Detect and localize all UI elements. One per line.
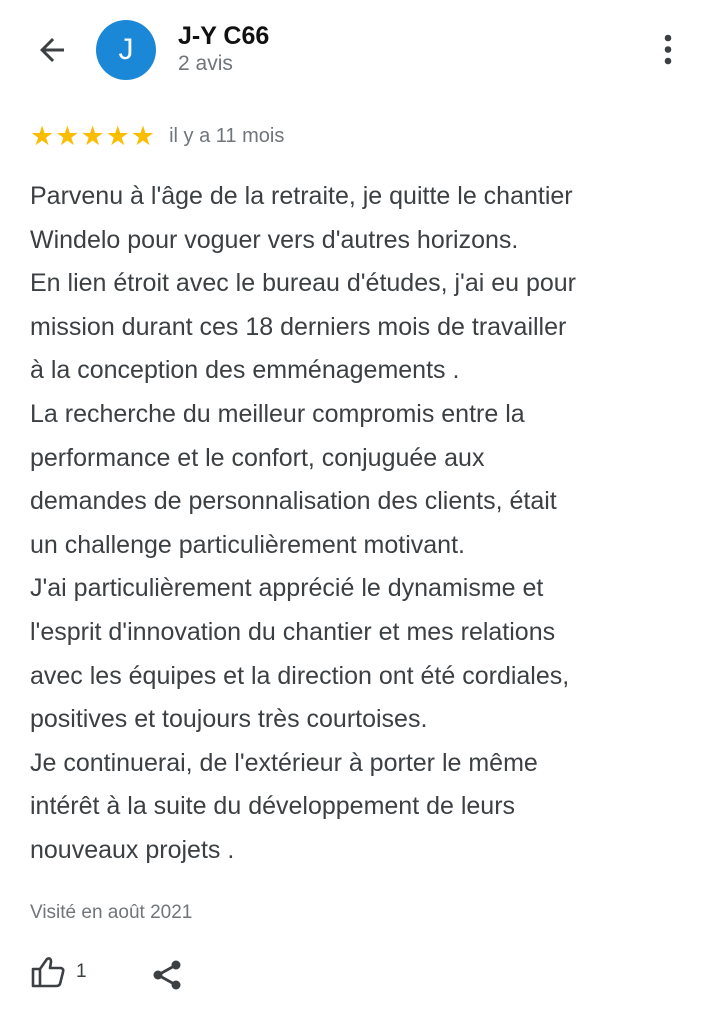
star-icon: ★ — [80, 121, 105, 151]
reviewer-name[interactable]: J-Y C66 — [178, 22, 270, 50]
visited-date: Visité en août 2021 — [30, 902, 193, 923]
review-text-line: l'esprit d'innovation du chantier et mes relations — [30, 617, 556, 646]
review-count: 2 avis — [178, 52, 233, 75]
like-button[interactable] — [30, 955, 87, 989]
arrow-left-icon — [34, 32, 70, 68]
review-text-line: performance et le confort, conjuguée aux — [30, 443, 485, 472]
star-icon: ★ — [130, 121, 156, 151]
star-rating — [30, 122, 155, 150]
review-date: il y a 11 mois — [169, 124, 285, 147]
avatar-letter: J — [118, 33, 134, 66]
review-text-line: Je continuerai, de l'extérieur à porter le même — [30, 748, 538, 777]
review-text-line: avec les équipes et la direction ont été cordiales, — [30, 661, 570, 690]
review-text-line: un challenge particulièrement motivant. — [30, 530, 465, 559]
star-icon: ★ — [30, 121, 55, 151]
review-text-line: Windelo pour voguer vers d'autres horizons. — [30, 225, 519, 254]
review-text-line: à la conception des emménagements . — [30, 356, 460, 385]
review-text-line: En lien étroit avec le bureau d'études, j'ai eu pour — [30, 269, 577, 298]
review-text-line: J'ai particulièrement apprécié le dynamisme et — [30, 574, 544, 603]
review-text-line: mission durant ces 18 derniers mois de travailler — [30, 312, 567, 341]
review-text-line: demandes de personnalisation des clients, était — [30, 487, 557, 516]
avatar[interactable] — [96, 20, 156, 80]
back-button[interactable] — [34, 32, 70, 68]
star-icon: ★ — [105, 121, 130, 151]
review-text-line: nouveaux projets . — [30, 835, 235, 864]
share-icon — [150, 958, 184, 992]
review-text-line: Parvenu à l'âge de la retraite, je quitte le chantier — [30, 182, 573, 210]
like-count: 1 — [76, 961, 87, 982]
review-text-line: positives et toujours très courtoises. — [30, 705, 428, 734]
review-text-line: intérêt à la suite du développement de leurs — [30, 792, 516, 821]
rating-row — [30, 122, 284, 150]
more-vert-icon — [656, 30, 680, 70]
more-options-button[interactable] — [656, 30, 680, 70]
review-text — [30, 175, 700, 873]
star-icon: ★ — [55, 121, 80, 151]
thumb-up-icon — [30, 955, 66, 989]
share-button[interactable] — [150, 958, 184, 992]
review-text-line: La recherche du meilleur compromis entre la — [30, 399, 525, 428]
